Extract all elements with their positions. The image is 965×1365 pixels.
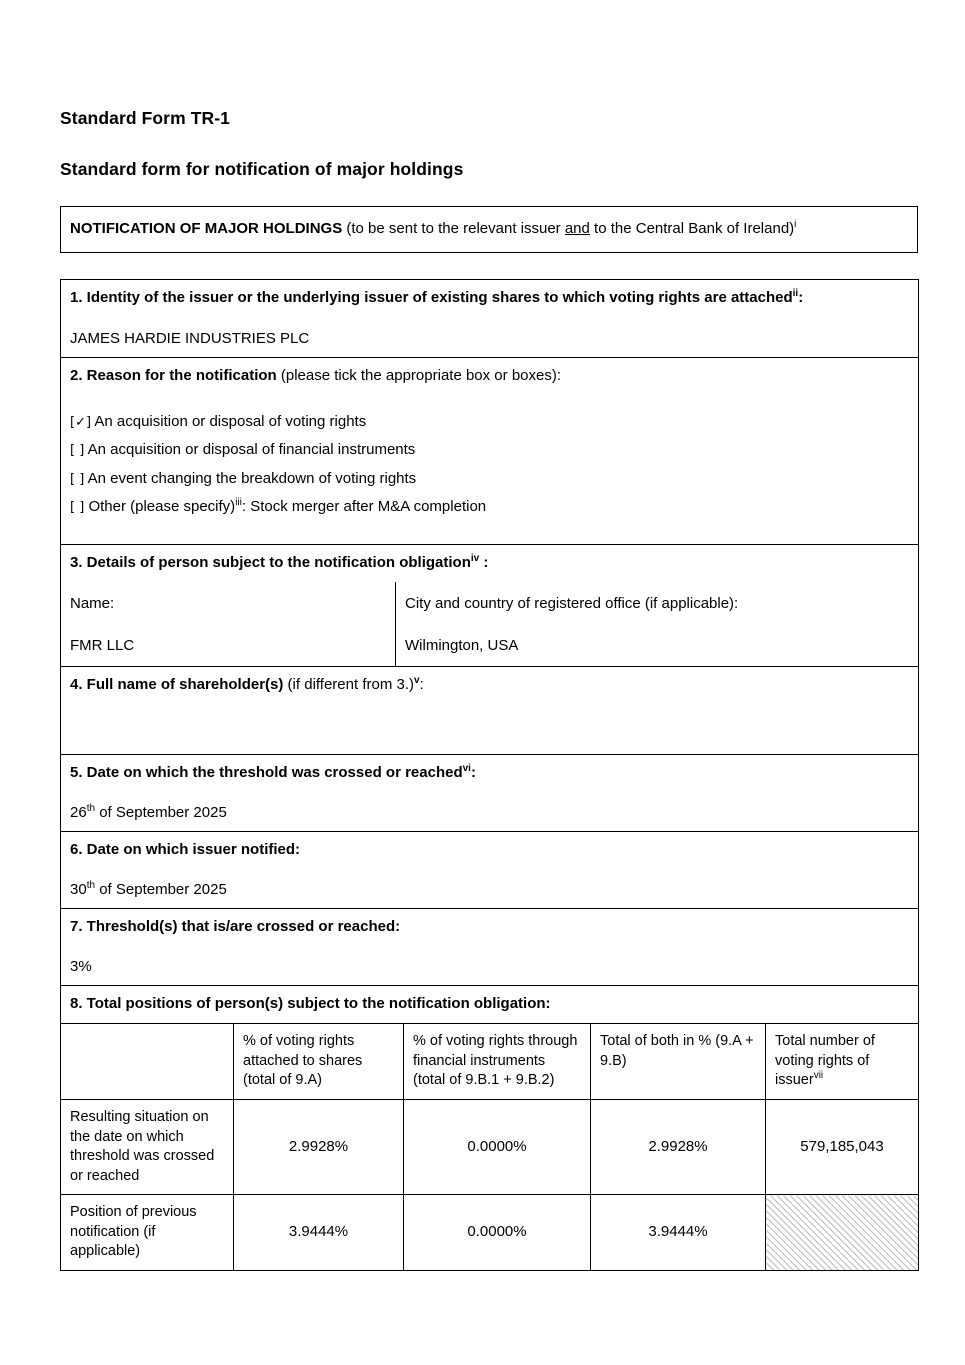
section-7-value-row bbox=[61, 946, 919, 985]
person-city-value: Wilmington, USA bbox=[396, 624, 919, 667]
total-positions-table bbox=[60, 1023, 919, 1271]
positions-instruments-pct: 0.0000% bbox=[404, 1099, 591, 1194]
section-3-heading-tail: : bbox=[479, 553, 489, 571]
notice-text-2: to the Central Bank of Ireland) bbox=[589, 220, 795, 237]
section-2-heading-rest: (please tick the appropriate box or boxes): bbox=[276, 367, 562, 385]
positions-total-voting-rights-hatched bbox=[766, 1195, 919, 1271]
section-2-heading-text: 2. Reason for the notification bbox=[70, 367, 277, 385]
section-7-heading-row bbox=[61, 908, 919, 946]
positions-row-label: Position of previous notification (if applicable) bbox=[61, 1195, 234, 1271]
issuer-name: JAMES HARDIE INDUSTRIES PLC bbox=[61, 318, 919, 358]
footnote-marker-vii: vii bbox=[813, 1070, 824, 1082]
reason-option-label: An acquisition or disposal of financial instruments bbox=[87, 441, 416, 459]
section-7-heading: 7. Threshold(s) that is/are crossed or reached: bbox=[61, 908, 919, 946]
section-8-heading-row bbox=[61, 985, 919, 1024]
section-4-value-row bbox=[61, 705, 919, 755]
person-name-value: FMR LLC bbox=[61, 624, 396, 667]
positions-shares-pct: 3.9444% bbox=[234, 1195, 404, 1271]
footnote-marker-vi: vi bbox=[462, 762, 471, 774]
notice-underlined-and: and bbox=[564, 220, 590, 237]
section-1-heading bbox=[61, 280, 919, 318]
form-table bbox=[60, 279, 919, 1024]
reason-option-acquisition-voting-rights[interactable] bbox=[70, 408, 909, 437]
positions-total-voting-rights: 579,185,043 bbox=[766, 1099, 919, 1194]
notified-date-day: 30 bbox=[70, 881, 87, 899]
reason-option-other[interactable] bbox=[70, 493, 909, 522]
section-4-heading-rest: (if different from 3.) bbox=[283, 676, 414, 694]
section-5-heading-tail: : bbox=[470, 763, 476, 781]
positions-header-total-voting-rights-text: Total number of voting rights of issuer bbox=[775, 1033, 875, 1089]
section-2-options bbox=[61, 396, 919, 545]
section-3-heading bbox=[61, 544, 919, 582]
reason-option-label: An event changing the breakdown of voting rights bbox=[87, 469, 417, 487]
notice-lead: NOTIFICATION OF MAJOR HOLDINGS bbox=[70, 220, 343, 237]
person-city-label: City and country of registered office (if applicable): bbox=[396, 582, 919, 624]
positions-total-pct: 2.9928% bbox=[591, 1099, 766, 1194]
positions-row-label: Resulting situation on the date on which threshold was crossed or reached bbox=[61, 1099, 234, 1194]
section-8-heading: 8. Total positions of person(s) subject to the notification obligation: bbox=[61, 985, 919, 1024]
section-4-heading-row bbox=[61, 667, 919, 705]
section-6-heading: 6. Date on which issuer notified: bbox=[61, 831, 919, 869]
section-3-labels-row bbox=[61, 582, 919, 624]
checkbox-empty-icon[interactable]: [ ] bbox=[70, 443, 85, 459]
positions-header-shares-pct: % of voting rights attached to shares (total of 9.A) bbox=[234, 1024, 404, 1100]
footnote-marker-iii: iii bbox=[235, 497, 242, 509]
section-5-value-row bbox=[61, 792, 919, 831]
section-2-options-row bbox=[61, 396, 919, 545]
section-4-heading-text: 4. Full name of shareholder(s) bbox=[70, 676, 284, 694]
checkbox-empty-icon[interactable]: [ ] bbox=[70, 500, 85, 516]
reason-option-label: An acquisition or disposal of voting rights bbox=[94, 412, 367, 430]
positions-header-instruments-pct: % of voting rights through financial instruments (total of 9.B.1 + 9.B.2) bbox=[404, 1024, 591, 1100]
reason-option-breakdown-change[interactable] bbox=[70, 465, 909, 494]
page-subtitle: Standard form for notification of major holdings bbox=[60, 159, 464, 179]
threshold-date-rest: of September 2025 bbox=[95, 804, 227, 822]
issuer-notified-date bbox=[61, 869, 919, 908]
section-3-heading-text: 3. Details of person subject to the notification obligation bbox=[70, 553, 471, 571]
footnote-marker-ii: ii bbox=[792, 288, 799, 300]
footnote-marker-v: v bbox=[414, 675, 420, 687]
section-4-heading-tail: : bbox=[419, 676, 424, 694]
positions-header-total-voting-rights bbox=[766, 1024, 919, 1100]
threshold-date-day: 26 bbox=[70, 804, 87, 822]
notified-date-rest: of September 2025 bbox=[95, 881, 227, 899]
positions-instruments-pct: 0.0000% bbox=[404, 1195, 591, 1271]
checkbox-empty-icon[interactable]: [ ] bbox=[70, 471, 85, 487]
notified-date-ordinal: th bbox=[86, 880, 96, 892]
section-3-heading-row bbox=[61, 544, 919, 582]
reason-option-other-value: : Stock merger after M&A completion bbox=[241, 498, 487, 516]
section-1-heading-row bbox=[61, 280, 919, 318]
notice-text-1: (to be sent to the relevant issuer bbox=[342, 220, 565, 237]
person-name-label: Name: bbox=[61, 582, 396, 624]
positions-header-row bbox=[61, 1024, 919, 1100]
positions-header-total-pct: Total of both in % (9.A + 9.B) bbox=[591, 1024, 766, 1100]
section-2-heading-row bbox=[61, 358, 919, 396]
page-title: Standard Form TR-1 bbox=[60, 108, 231, 128]
section-1-heading-text: 1. Identity of the issuer or the underlying issuer of existing shares to which voting rights are attached bbox=[70, 289, 793, 307]
checkbox-checked-icon[interactable]: [✓] bbox=[70, 414, 92, 430]
shareholder-name-value bbox=[61, 705, 919, 755]
section-3-values-row bbox=[61, 624, 919, 667]
table-row bbox=[61, 1195, 919, 1271]
section-6-heading-row bbox=[61, 831, 919, 869]
section-5-heading-row bbox=[61, 754, 919, 792]
section-6-value-row bbox=[61, 869, 919, 908]
footnote-marker-i: i bbox=[794, 219, 797, 230]
positions-shares-pct: 2.9928% bbox=[234, 1099, 404, 1194]
reason-option-financial-instruments[interactable] bbox=[70, 436, 909, 465]
section-1-heading-tail: : bbox=[798, 289, 804, 307]
section-5-heading-text: 5. Date on which the threshold was crossed or reached bbox=[70, 763, 463, 781]
threshold-value: 3% bbox=[61, 946, 919, 985]
reason-option-label: Other (please specify) bbox=[88, 498, 236, 516]
section-4-heading bbox=[61, 667, 919, 705]
threshold-date-ordinal: th bbox=[86, 803, 96, 815]
threshold-crossed-date bbox=[61, 792, 919, 831]
positions-header-blank bbox=[61, 1024, 234, 1100]
footnote-marker-iv: iv bbox=[470, 552, 480, 564]
section-1-value-row bbox=[61, 318, 919, 358]
positions-total-pct: 3.9444% bbox=[591, 1195, 766, 1271]
section-2-heading bbox=[61, 358, 919, 396]
table-row bbox=[61, 1099, 919, 1194]
section-5-heading bbox=[61, 754, 919, 792]
notification-notice-box bbox=[60, 206, 918, 253]
